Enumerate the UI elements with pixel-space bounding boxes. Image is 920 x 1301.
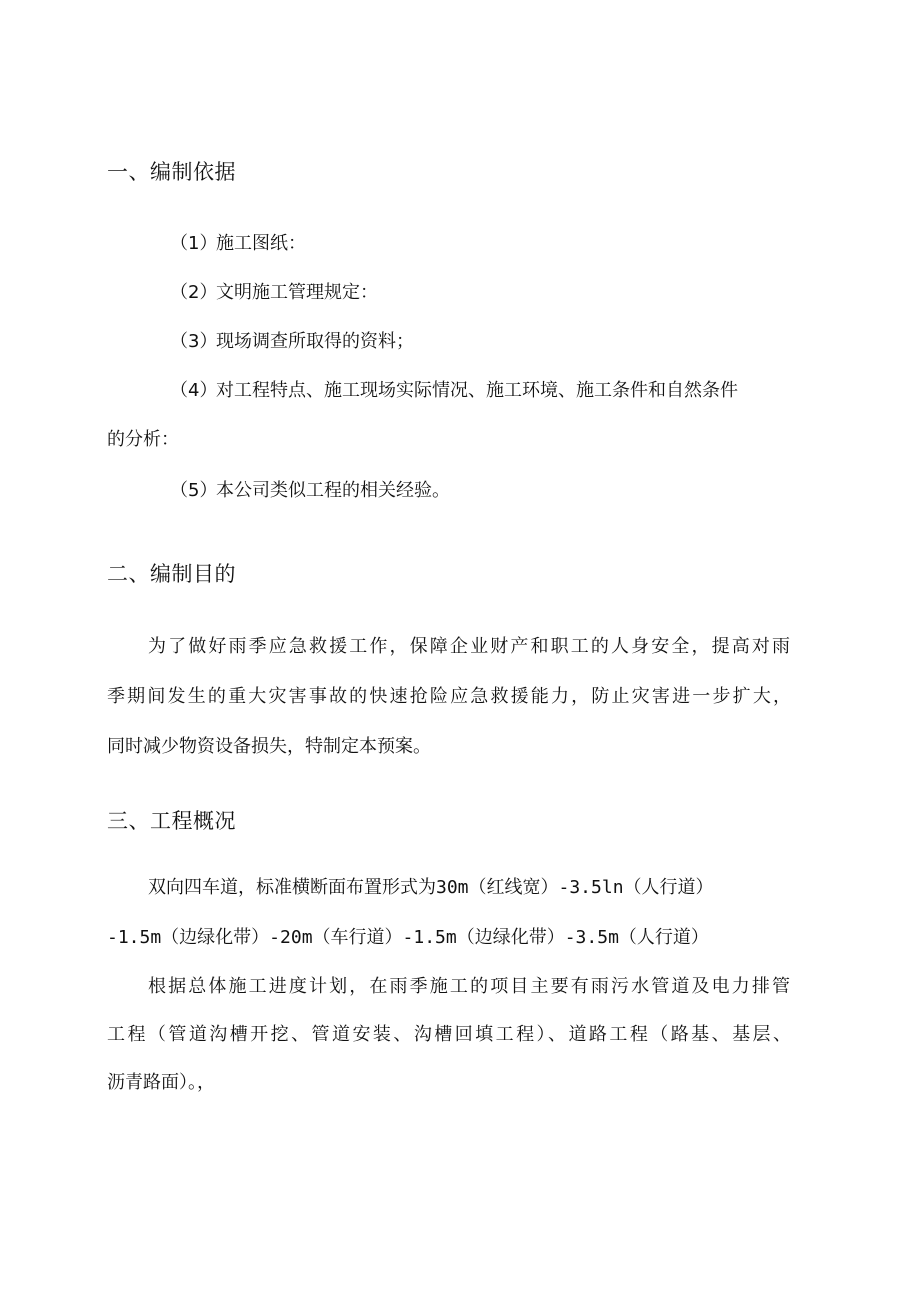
section2-heading: 二、编制目的 — [107, 562, 236, 586]
basis-item-2 — [170, 279, 378, 307]
basis-item-3 — [170, 328, 414, 356]
purpose-line-2: 季期间发生的重大灾害事故的快速抢险应急救援能力，防止灾害进一步扩大， — [107, 686, 791, 707]
section3-heading: 三、工程概况 — [107, 809, 236, 833]
purpose-line-3: 同时减少物资设备损失，特制定本预案。 — [107, 736, 431, 757]
basis-item-4-continuation: 的分析： — [107, 429, 179, 450]
item-text: 对工程特点、施工现场实际情况、施工环境、施工条件和自然条件 — [216, 380, 738, 401]
basis-item-4 — [170, 377, 738, 405]
schedule-line-3: 沥青路面）。， — [107, 1072, 215, 1093]
basis-item-5 — [170, 477, 450, 505]
item-number: （3） — [170, 331, 218, 352]
schedule-line-1: 根据总体施工进度计划，在雨季施工的项目主要有雨污水管道及电力排管 — [148, 976, 790, 997]
overview-line-2: -1.5m（边绿化带）-20m（车行道）-1.5m（边绿化带）-3.5m（人行道） — [107, 927, 709, 948]
overview-line-1: 双向四车道，标准横断面布置形式为30m（红线宽）-3.5ln（人行道） — [148, 877, 714, 898]
item-number: （1） — [170, 233, 218, 254]
basis-item-1 — [170, 230, 306, 258]
item-text: 施工图纸： — [216, 233, 306, 254]
item-number: （5） — [170, 480, 218, 501]
item-text: 现场调查所取得的资料； — [216, 331, 414, 352]
item-number: （2） — [170, 282, 218, 303]
item-text: 文明施工管理规定： — [216, 282, 378, 303]
item-text: 本公司类似工程的相关经验。 — [216, 480, 450, 501]
schedule-line-2: 工程（管道沟槽开挖、管道安装、沟槽回填工程）、道路工程（路基、基层、 — [107, 1024, 791, 1045]
purpose-line-1: 为了做好雨季应急救援工作，保障企业财产和职工的人身安全，提高对雨 — [148, 636, 790, 657]
item-number: （4） — [170, 380, 218, 401]
section1-heading: 一、编制依据 — [107, 160, 236, 184]
